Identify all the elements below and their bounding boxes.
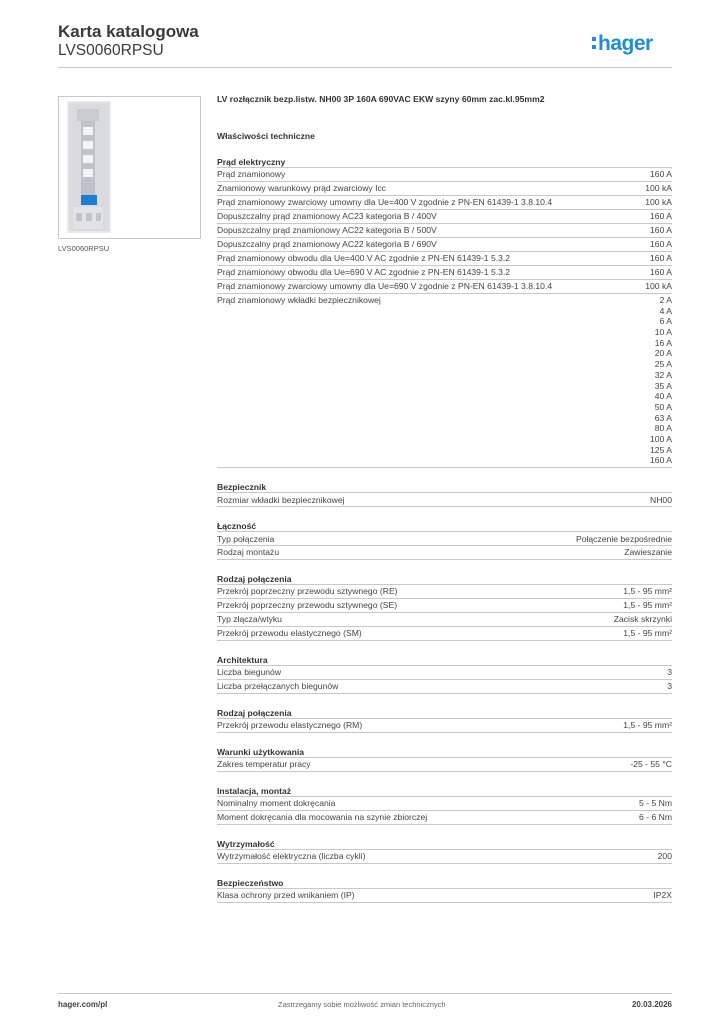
spec-value: 100 kA bbox=[645, 183, 672, 194]
spec-section bbox=[217, 520, 672, 560]
section-title: Architektura bbox=[217, 654, 672, 666]
page-footer bbox=[58, 993, 672, 1013]
spec-row bbox=[217, 850, 672, 864]
spec-section bbox=[217, 573, 672, 641]
spec-section bbox=[217, 838, 672, 864]
spec-label: Prąd znamionowy zwarciowy umowny dla Ue=690 V zgodnie z PN-EN 61439-1 3.8.10.4 bbox=[217, 280, 553, 291]
spec-value: 100 kA bbox=[645, 197, 672, 208]
spec-label: Przekrój przewodu elastycznego (SM) bbox=[217, 628, 362, 639]
section-title: Łączność bbox=[217, 520, 672, 532]
section-title: Wytrzymałość bbox=[217, 838, 672, 850]
spec-value: 1,5 - 95 mm² bbox=[623, 586, 672, 597]
page-title: Karta katalogowa bbox=[58, 22, 199, 41]
spec-row bbox=[217, 719, 672, 733]
spec-value: 200 bbox=[657, 851, 672, 862]
spec-row bbox=[217, 680, 672, 694]
spec-value: 100 kA bbox=[645, 280, 672, 291]
spec-value: 160 A bbox=[650, 211, 672, 222]
spec-value: NH00 bbox=[650, 494, 672, 505]
spec-value: -25 - 55 °C bbox=[630, 759, 672, 770]
spec-value: 160 A bbox=[650, 253, 672, 263]
section-title: Prąd elektryczny bbox=[217, 156, 672, 168]
spec-label: Moment dokręcania dla mocowania na szynie zbiorczej bbox=[217, 812, 428, 823]
spec-value: 4 A bbox=[659, 305, 672, 316]
spec-row bbox=[217, 532, 672, 546]
spec-label: Liczba biegunów bbox=[217, 667, 282, 678]
spec-value: 5 - 5 Nm bbox=[639, 798, 672, 809]
product-image bbox=[58, 96, 201, 239]
spec-row bbox=[217, 627, 672, 641]
spec-label: Klasa ochrony przed wnikaniem (IP) bbox=[217, 890, 355, 901]
spec-value: 1,5 - 95 mm² bbox=[623, 628, 672, 639]
spec-value: 80 A bbox=[654, 423, 672, 434]
spec-row bbox=[217, 252, 672, 266]
spec-value: 160 A bbox=[650, 239, 672, 250]
spec-value: 1,5 - 95 mm² bbox=[623, 600, 672, 611]
spec-value: Połączenie bezpośrednie bbox=[575, 533, 672, 544]
spec-value: 63 A bbox=[654, 412, 672, 423]
spec-value: 1,5 - 95 mm² bbox=[623, 720, 672, 731]
spec-row bbox=[217, 210, 672, 224]
spec-value: 6 - 6 Nm bbox=[639, 812, 672, 823]
spec-section bbox=[217, 746, 672, 772]
spec-label: Rodzaj montażu bbox=[217, 547, 280, 558]
spec-value: 3 bbox=[667, 681, 672, 692]
spec-row bbox=[217, 758, 672, 772]
section-title: Bezpieczeństwo bbox=[217, 877, 672, 889]
spec-label: Dopuszczalny prąd znamionowy AC22 kategoria B / 690V bbox=[217, 239, 437, 250]
section-title: Bezpiecznik bbox=[217, 481, 672, 493]
spec-label: Nominalny moment dokręcania bbox=[217, 798, 336, 809]
spec-label: Przekrój poprzeczny przewodu sztywnego (RE) bbox=[217, 586, 398, 597]
spec-row bbox=[217, 613, 672, 627]
spec-label: Dopuszczalny prąd znamionowy AC22 kategoria B / 500V bbox=[217, 225, 437, 236]
spec-label: Prąd znamionowy obwodu dla Ue=400 V AC zgodnie z PN-EN 61439-1 5.3.2 bbox=[217, 253, 511, 263]
spec-value: Zacisk skrzynki bbox=[613, 614, 672, 625]
product-description: LV rozłącznik bezp.listw. NH00 3P 160A 690VAC EKW szyny 60mm zac.kl.95mm2 bbox=[217, 94, 545, 104]
spec-label: Prąd znamionowy wkładki bezpiecznikowej bbox=[217, 294, 381, 305]
spec-value: 2 A bbox=[659, 294, 672, 305]
spec-value: 6 A bbox=[659, 316, 672, 327]
spec-section bbox=[217, 481, 672, 507]
spec-value: 40 A bbox=[654, 391, 672, 402]
spec-section bbox=[217, 156, 672, 468]
spec-value: 50 A bbox=[654, 401, 672, 412]
spec-value-list bbox=[650, 295, 672, 466]
spec-row bbox=[217, 666, 672, 680]
spec-section bbox=[217, 654, 672, 694]
spec-row bbox=[217, 889, 672, 903]
spec-row bbox=[217, 294, 672, 469]
spec-row bbox=[217, 546, 672, 560]
spec-row bbox=[217, 224, 672, 238]
spec-value: 16 A bbox=[654, 337, 672, 348]
spec-row bbox=[217, 280, 672, 294]
spec-label: Typ połączenia bbox=[217, 533, 275, 544]
footer-date: 20.03.2026 bbox=[631, 1000, 672, 1009]
spec-value: 160 A bbox=[650, 266, 672, 277]
spec-value: IP2X bbox=[653, 890, 672, 901]
spec-section bbox=[217, 707, 672, 733]
spec-value: 160 A bbox=[650, 225, 672, 236]
spec-row bbox=[217, 238, 672, 252]
product-photo bbox=[59, 97, 200, 238]
spec-value: 20 A bbox=[654, 348, 672, 359]
spec-section bbox=[217, 785, 672, 825]
spec-row bbox=[217, 196, 672, 210]
spec-value: 100 A bbox=[650, 434, 672, 445]
spec-row bbox=[217, 811, 672, 825]
footer-notice: Zastrzegamy sobie możliwość zmian technicznych bbox=[278, 1000, 446, 1009]
spec-row bbox=[217, 168, 672, 182]
spec-value: 25 A bbox=[654, 359, 672, 370]
properties-heading: Właściwości techniczne bbox=[217, 131, 315, 141]
image-caption: LVS0060RPSU bbox=[58, 244, 110, 253]
spec-row bbox=[217, 182, 672, 196]
product-code: LVS0060RPSU bbox=[58, 42, 164, 59]
spec-label: Przekrój poprzeczny przewodu sztywnego (SE) bbox=[217, 600, 398, 611]
spec-row bbox=[217, 493, 672, 507]
hager-logo bbox=[592, 30, 672, 56]
spec-value: 3 bbox=[667, 667, 672, 678]
product-details bbox=[217, 93, 672, 903]
section-title: Warunki użytkowania bbox=[217, 746, 672, 758]
svg-text:hager: hager bbox=[598, 32, 653, 55]
spec-label: Przekrój przewodu elastycznego (RM) bbox=[217, 720, 363, 731]
spec-label: Dopuszczalny prąd znamionowy AC23 kategoria B / 400V bbox=[217, 211, 437, 222]
spec-section bbox=[217, 877, 672, 903]
spec-label: Wytrzymałość elektryczna (liczba cykli) bbox=[217, 851, 366, 862]
spec-label: Rozmiar wkładki bezpiecznikowej bbox=[217, 494, 345, 505]
spec-label: Liczba przełączanych biegunów bbox=[217, 681, 339, 692]
spec-value: 35 A bbox=[654, 380, 672, 391]
spec-value: 32 A bbox=[654, 369, 672, 380]
spec-row bbox=[217, 266, 672, 280]
page-header bbox=[58, 22, 672, 68]
spec-label: Prąd znamionowy obwodu dla Ue=690 V AC zgodnie z PN-EN 61439-1 5.3.2 bbox=[217, 266, 511, 277]
section-title: Rodzaj połączenia bbox=[217, 573, 672, 585]
spec-label: Prąd znamionowy zwarciowy umowny dla Ue=400 V zgodnie z PN-EN 61439-1 3.8.10.4 bbox=[217, 197, 553, 208]
spec-value: 160 A bbox=[650, 455, 672, 466]
spec-label: Znamionowy warunkowy prąd zwarciowy Icc bbox=[217, 183, 387, 194]
section-title: Instalacja, montaż bbox=[217, 785, 672, 797]
spec-row bbox=[217, 585, 672, 599]
spec-value: 160 A bbox=[650, 169, 672, 180]
spec-label: Zakres temperatur pracy bbox=[217, 759, 311, 770]
spec-row bbox=[217, 599, 672, 613]
spec-label: Typ złącza/wtyku bbox=[217, 614, 282, 625]
footer-website[interactable]: hager.com/pl bbox=[58, 1000, 108, 1009]
section-title: Rodzaj połączenia bbox=[217, 707, 672, 719]
spec-value: 10 A bbox=[654, 327, 672, 338]
spec-label: Prąd znamionowy bbox=[217, 169, 286, 180]
spec-sections bbox=[217, 156, 672, 903]
spec-value: Zawieszanie bbox=[624, 547, 672, 558]
spec-value: 125 A bbox=[650, 444, 672, 455]
spec-row bbox=[217, 797, 672, 811]
